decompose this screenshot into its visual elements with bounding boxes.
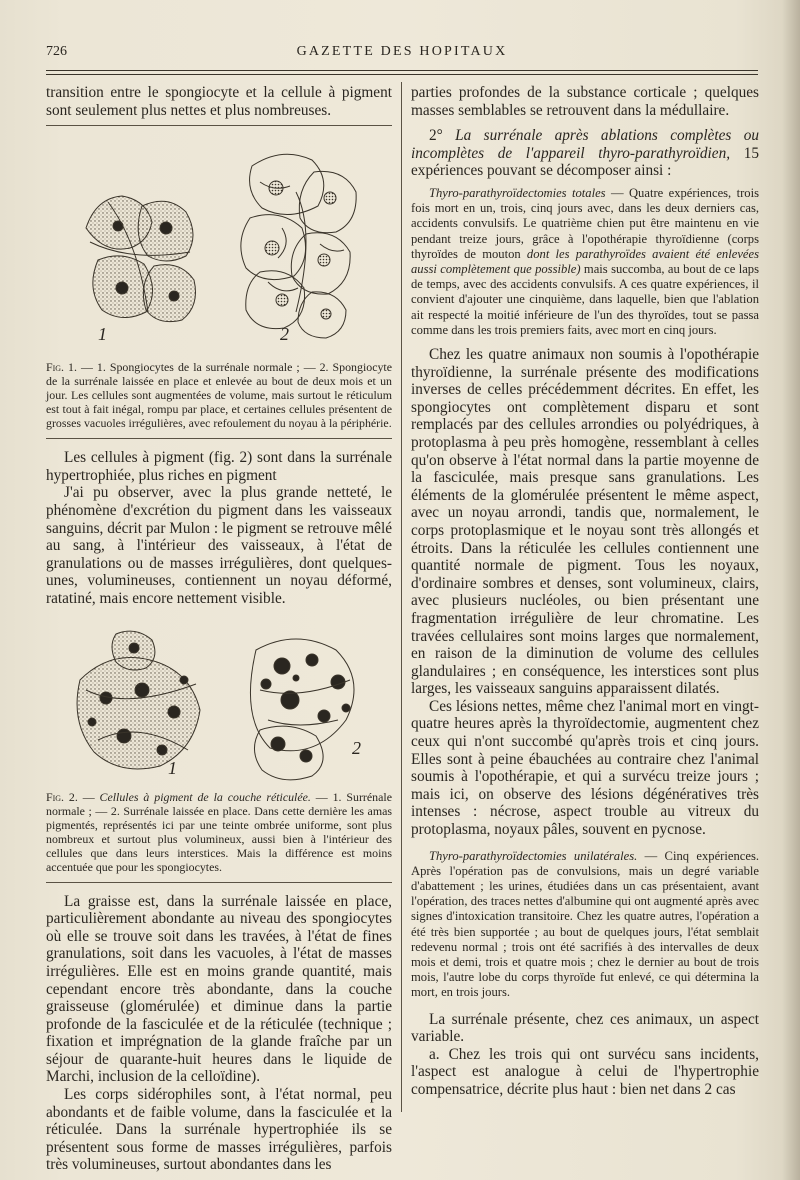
header-rule: [46, 70, 758, 71]
header-rule-thin: [46, 74, 758, 75]
experiment-total-title: Thyro-parathyroïdectomies totales: [429, 185, 606, 200]
figure-1-caption-text: 1. Spongiocytes de la surrénale normale ; — 2. Spongiocyte de la surrénale laissée en place et enlevée au bout de deux mois et un jour. Les cellules sont augmentées de volume, mais surtout le réticulum est tout à fait inégal, rompu par place, et certaines cellules présentent de grosses vacuoles irrégulières, avec refoulement du noyau à la périphérie.: [46, 360, 392, 431]
experiment-total-text-italic: dont les parathyroïdes avaient été enlevées aussi complètement que possible): [411, 246, 759, 276]
figure-2-caption-text: — 1. Surrénale normale ; — 2. Surrénale laissée en place. Dans cette dernière les amas pigmentés, représentés ici par une teinte ombrée uniforme, sont plus nombreux et surtout plus volumineux, aussi bien à l'intérieur des cellules que dans leurs interstices. Mais la différence est moins accentuée que pour les spongiocytes.: [46, 789, 392, 874]
experiment-total-text-b: mais succomba, au bout de ce laps de temps, avec des accidents convulsifs. A ces quatre expériences, il convient d'ajouter une cinquième, dans laquelle, bien que l'ablation ait respecté la moitié inférieure de l'un des thyroïdes, tout se passa comme dans les trois premiers faits, avec mort en cinq jours.: [411, 261, 759, 337]
left-column: [46, 84, 392, 1174]
experiment-block-unilateral: [411, 849, 759, 1001]
pigment-cells-hypertrophied: [250, 639, 354, 780]
figure-2: [46, 620, 392, 784]
separator-rule: [46, 438, 392, 439]
page-number: 726: [46, 44, 67, 59]
figure-2-illustration: [46, 620, 392, 784]
pigment-cells-normal: [77, 631, 200, 769]
figure-1-label-2: 2: [280, 324, 289, 345]
section-heading-title: La surrénale après ablations complètes ou incomplètes de l'appareil thyro-parathyroïdien,: [411, 127, 759, 162]
paragraph-continuation: parties profondes de la substance corticale ; quelques masses semblables se retrouvent dans la médullaire.: [411, 84, 759, 119]
separator-rule: [46, 125, 392, 126]
figure-1-illustration: [46, 132, 392, 350]
paragraph-final-2: a. Chez les trois qui ont survécu sans incidents, l'aspect est analogue à celui de l'hypertrophie compensatrice, décrite plus haut : bien net dans 2 cas: [411, 1045, 759, 1099]
figure-2-caption: [46, 790, 392, 874]
experiment-block-total: [411, 186, 759, 338]
section-heading-number: 2°: [429, 127, 443, 145]
paragraph-final-1: La surrénale présente, chez ces animaux, un aspect variable.: [411, 1010, 759, 1046]
experiment-unilateral-title: Thyro-parathyroïdectomies unilatérales.: [429, 848, 638, 863]
right-column: [411, 84, 759, 1099]
journal-title: GAZETTE DES HOPITAUX: [296, 44, 508, 59]
paragraph-chez: Chez les quatre animaux non soumis à l'opothérapie thyroïdienne, la surrénale présente des modifications inverses de celles précédemment décrites. En effet, les spongiocytes ont complètement disparu et sont remplacés par des cellules arrondies ou polyédriques, à protoplasma à peu près homogène, ressemblant à celles qu'on observe à l'état normal dans la partie moyenne de la fasciculée, mais presque sans granulations. Les éléments de la glomérulée présentent le même aspect, avec un noyau arrondi, tandis que, normalement, le corps protoplasmique et le noyau sont très allongés et étroits. Dans la réticulée les cellules contiennent une quantité normale de pigment. Tous les noyaux, d'ordinaire sombres et denses, sont volumineux, clairs, avec plusieurs nucléoles, ou bien présentant une fragmentation irrégulière de leur chromatine. Les travées cellulaires sont moins larges que normalement, en raison de la diminution de volume des cellules glandulaires ; en conséquence, les interstices sont plus larges, les vaisseaux sanguins apparaissent dilatés.: [411, 346, 759, 698]
figure-2-caption-lead: Fig. 2. —: [46, 789, 95, 804]
figure-2-caption-title: Cellules à pigment de la couche réticulée.: [99, 789, 311, 804]
figure-1-caption-lead: Fig. 1. —: [46, 360, 93, 375]
figure-2-label-1: 1: [168, 757, 177, 778]
figure-2-label-2: 2: [352, 737, 361, 758]
figure-1-label-1: 1: [98, 324, 107, 345]
figure-1: [46, 132, 392, 350]
figure-1-caption: [46, 360, 392, 430]
page-edge-shadow: [782, 0, 800, 1180]
page-header: [46, 44, 758, 68]
column-divider: [401, 82, 402, 1112]
paragraph-siderophiles: Les corps sidérophiles sont, à l'état normal, peu abondants et de faible volume, dans la fasciculée et la réticulée. Dans la surrénale hypertrophiée ils se présentent sous forme de masses irrégulières, parfois très volumineuses, surtout abondantes dans les: [46, 1086, 392, 1174]
paragraph-pigment-2: J'ai pu observer, avec la plus grande netteté, le phénomène d'excrétion du pigment dans les vaisseaux sanguins, décrit par Mulon : le pigment se retrouve mêlé au sang, à l'intérieur des vaisseaux, à l'état de granulations ou de masses irrégulières, dont quelques-unes, volumineuses, contiennent un noyau déformé, ratatiné, mais encore nettement visible.: [46, 484, 392, 607]
paragraph-pigment-1: Les cellules à pigment (fig. 2) sont dans la surrénale hypertrophiée, plus riches en pigment: [46, 449, 392, 484]
paragraph-intro: transition entre le spongiocyte et la cellule à pigment sont seulement plus nettes et plus nombreuses.: [46, 84, 392, 119]
spongiocyte-cluster-hypertrophied: [241, 154, 356, 338]
spongiocyte-cluster-normal: [86, 196, 196, 322]
section-heading-rest: 15 expériences pouvant se décomposer ainsi :: [411, 144, 759, 180]
separator-rule: [46, 882, 392, 883]
experiment-unilateral-text: — Cinq expériences. Après l'opération pas de convulsions, mais un degré variable d'abattement ; les urines, étudiées dans un cas présentaient, avant l'opération, des traces nettes d'albumine qui ont augmenté après avec signes d'intoxication transitoire. Chez les quatre autres, l'opération a été très bien supportée ; au bout de quelques jours, l'état semblait redevenu normal ; trois ont été sacrifiés à des intervalles de deux mois et demi, trois et quatre mois ; chez le dernier au bout de trois mois, l'autre lobe du corps thyroïde fut enlevé, ce qui détermina la mort, en trois jours.: [411, 848, 759, 1000]
section-heading: [411, 127, 759, 180]
paragraph-graisse: La graisse est, dans la surrénale laissée en place, particulièrement abondante au niveau des spongiocytes où elle se trouve soit dans les travées, à l'état de fines granulations, soit dans les vacuoles, à l'état de masses irrégulières. Elle est en moins grande quantité, mais cependant encore très abondante, dans la couche graisseuse (glomérulée) et diminue dans la partie profonde de la fasciculée et de la réticulée (technique ; fixation et imprégnation de la glande fraîche par un séjour de quarante-huit heures dans le liquide de Marchi, inclusion de la celloïdine).: [46, 892, 392, 1086]
experiment-total-text-a: — Quatre expériences, trois fois mort en un, trois, cinq jours avec, dans les deux derniers cas, accidents convulsifs. Le quatrième chien put être maintenu en vie pendant treize jours, grâce à l'opothérapie thyroïdienne (corps thyroïdes de mouton: [411, 185, 759, 261]
paragraph-lesions: Ces lésions nettes, même chez l'animal mort en vingt-quatre heures après la thyroïdectomie, augmentent chez ceux qui n'ont succombé qu'après trois et cinq jours. Elles sont à peine ébauchées au contraire chez l'animal soumis à l'opothérapie, et qui a survécu treize jours ; mais ici, on observe des lésions dégénératives très intenses : nécrose, aspect trouble au vitreux du protoplasma, noyaux pâles, souvent en pycnose.: [411, 697, 759, 839]
